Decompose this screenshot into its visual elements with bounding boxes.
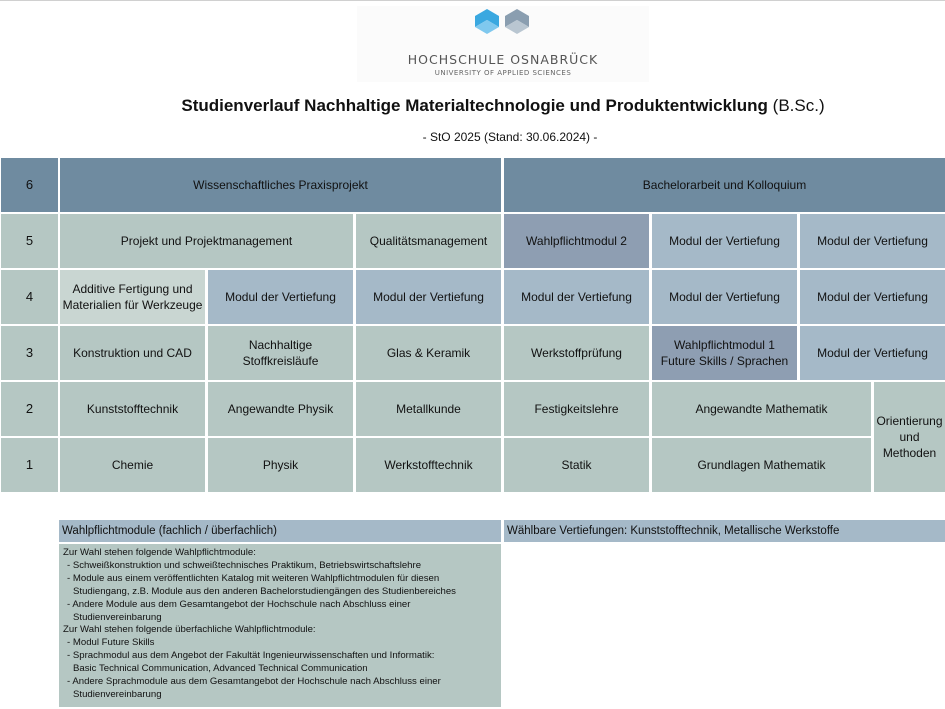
module-kunststofftechnik: Kunststofftechnik (60, 382, 205, 436)
wahlpflicht-line: Zur Wahl stehen folgende überfachliche Wahlpflichtmodule: (63, 624, 316, 636)
module-stoffkreislaeufe: Nachhaltige Stoffkreisläufe (208, 326, 353, 380)
module-additive-fertigung: Additive Fertigung und Materialien für Werkzeuge (60, 270, 205, 324)
semester-label-5: 5 (1, 214, 58, 268)
module-werkstoffpruefung: Werkstoffprüfung (504, 326, 649, 380)
module-konstruktion-cad: Konstruktion und CAD (60, 326, 205, 380)
module-metallkunde: Metallkunde (356, 382, 501, 436)
wahlpflicht-header: Wahlpflichtmodule (fachlich / überfachlich) (59, 520, 501, 542)
wahlpflicht-line: - Module aus einem veröffentlichten Katalog mit weiteren Wahlpflichtmodulen für diesen (67, 572, 440, 584)
top-rule (0, 0, 945, 1)
wahlpflicht-description (59, 544, 501, 707)
wahlpflicht-line: Zur Wahl stehen folgende Wahlpflichtmodule: (63, 547, 256, 558)
wahlpflicht-line: - Sprachmodul aus dem Angebot der Fakultät Ingenieurwissenschaften und Informatik: (67, 650, 435, 662)
module-vertiefung: Modul der Vertiefung (208, 270, 353, 324)
logo-mark-icon (475, 8, 531, 40)
semester-label-4: 4 (1, 270, 58, 324)
module-chemie: Chemie (60, 438, 205, 492)
module-werkstofftechnik: Werkstofftechnik (356, 438, 501, 492)
semester-label-6: 6 (1, 158, 58, 212)
wahlpflicht-line: Studienvereinbarung (73, 611, 162, 623)
module-festigkeitslehre: Festigkeitslehre (504, 382, 649, 436)
module-vertiefung: Modul der Vertiefung (800, 326, 945, 380)
module-qualitaetsmanagement: Qualitätsmanagement (356, 214, 501, 268)
page-title-main: Studienverlauf Nachhaltige Materialtechnologie und Produktentwicklung (181, 96, 768, 115)
wahlpflicht-line: - Andere Module aus dem Gesamtangebot der Hochschule nach Abschluss einer (67, 598, 411, 610)
page-subtitle: - StO 2025 (Stand: 30.06.2024) - (422, 130, 598, 144)
module-vertiefung: Modul der Vertiefung (652, 214, 797, 268)
wahlpflicht-line: - Andere Sprachmodule aus dem Gesamtangebot der Hochschule nach Abschluss einer (67, 676, 441, 688)
module-grundlagen-mathematik: Grundlagen Mathematik (652, 438, 871, 492)
module-vertiefung: Modul der Vertiefung (652, 270, 797, 324)
module-wahlpflicht-1: Wahlpflichtmodul 1 Future Skills / Sprachen (652, 326, 797, 380)
module-bachelorarbeit: Bachelorarbeit und Kolloquium (504, 158, 945, 212)
module-vertiefung: Modul der Vertiefung (800, 214, 945, 268)
wahlpflicht-line: Basic Technical Communication, Advanced Technical Communication (73, 663, 368, 675)
module-vertiefung: Modul der Vertiefung (800, 270, 945, 324)
module-projektmanagement: Projekt und Projektmanagement (60, 214, 353, 268)
module-praxisprojekt: Wissenschaftliches Praxisprojekt (60, 158, 501, 212)
semester-label-2: 2 (1, 382, 58, 436)
wahlpflicht-line: - Modul Future Skills (67, 637, 155, 649)
vertiefungen-header: Wählbare Vertiefungen: Kunststofftechnik, Metallische Werkstoffe (504, 520, 945, 542)
module-statik: Statik (504, 438, 649, 492)
module-orientierung-methoden: Orientierung und Methoden (874, 382, 945, 492)
logo-subtitle: UNIVERSITY OF APPLIED SCIENCES (434, 69, 572, 77)
page-title-degree: (B.Sc.) (772, 96, 825, 115)
university-logo (357, 6, 649, 82)
module-vertiefung: Modul der Vertiefung (504, 270, 649, 324)
page-title (0, 96, 945, 116)
module-angewandte-mathematik: Angewandte Mathematik (652, 382, 871, 436)
module-angewandte-physik: Angewandte Physik (208, 382, 353, 436)
module-vertiefung: Modul der Vertiefung (356, 270, 501, 324)
wahlpflicht-line: - Schweißkonstruktion und schweißtechnisches Praktikum, Betriebswirtschaftslehre (67, 559, 422, 571)
module-glas-keramik: Glas & Keramik (356, 326, 501, 380)
semester-label-3: 3 (1, 326, 58, 380)
module-wahlpflicht-2: Wahlpflichtmodul 2 (504, 214, 649, 268)
wahlpflicht-line: Studienvereinbarung (73, 688, 162, 700)
logo-name: HOCHSCHULE OSNABRÜCK (407, 52, 599, 67)
wahlpflicht-line: Studiengang, z.B. Module aus den anderen Bachelorstudiengängen des Studienbereiches (73, 585, 456, 597)
module-physik: Physik (208, 438, 353, 492)
semester-label-1: 1 (1, 438, 58, 492)
